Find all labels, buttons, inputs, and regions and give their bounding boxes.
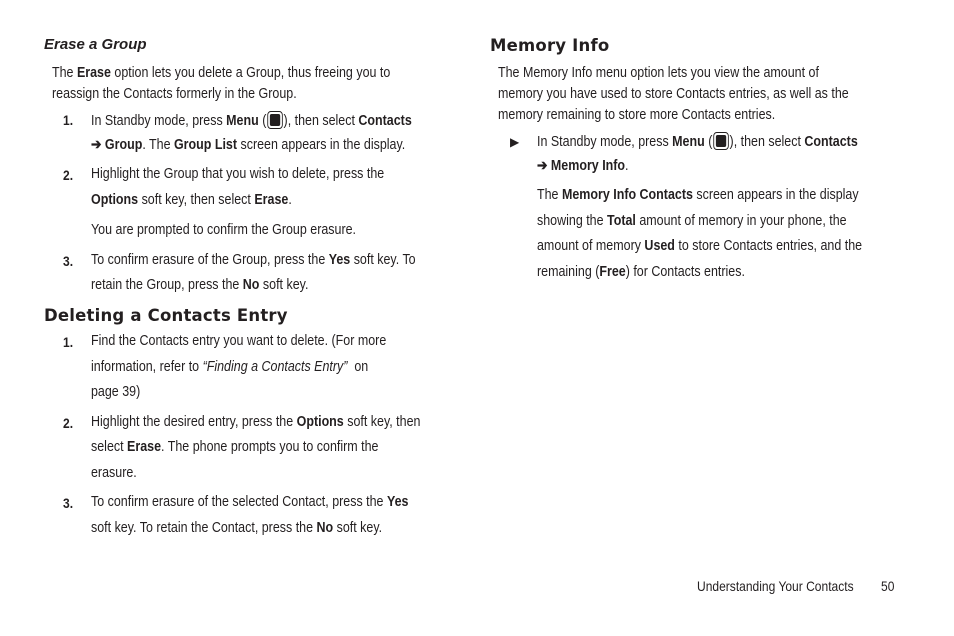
erase-group-heading: Erase a Group: [44, 36, 147, 53]
step-number: 2.: [63, 415, 74, 431]
erase-group-step-2-line-1: Highlight the Group that you wish to delete, press the: [91, 166, 385, 182]
cross-reference-link[interactable]: “Finding a Contacts Entry”: [202, 359, 348, 375]
memory-info-bullet-line-1: In Standby mode, press Menu ( ), then select Contacts: [537, 134, 858, 150]
memory-info-result-line-2: showing the Total amount of memory in your phone, the: [537, 213, 847, 229]
erase-group-step-3-line-2: retain the Group, press the No soft key.: [91, 277, 309, 293]
erase-group-step-3-line-1: To confirm erasure of the Group, press the Yes soft key. To: [91, 252, 416, 268]
step-number: 1.: [63, 334, 74, 350]
memory-info-result-line-4: remaining (Free) for Contacts entries.: [537, 264, 745, 280]
memory-info-result-line-1: The Memory Info Contacts screen appears in the display: [537, 187, 859, 203]
step-number: 3.: [63, 253, 74, 269]
triangle-bullet-icon: ▶: [510, 135, 520, 149]
footer-section-title: Understanding Your Contacts: [697, 578, 854, 594]
memory-info-bullet-line-2: ➔ Memory Info.: [537, 158, 629, 174]
deleting-step-1-line-1: Find the Contacts entry you want to delete. (For more: [91, 333, 387, 349]
step-number: 2.: [63, 167, 74, 183]
menu-ok-key-icon: [713, 132, 728, 150]
step-number: 1.: [63, 112, 74, 128]
memory-info-result-line-3: amount of memory Used to store Contacts entries, and the: [537, 238, 863, 254]
memory-info-intro-line-3: memory remaining to store more Contacts entries.: [498, 107, 776, 123]
memory-info-intro-line-2: memory you have used to store Contacts entries, as well as the: [498, 86, 849, 102]
erase-term: Erase: [76, 65, 111, 81]
deleting-step-1-line-2: information, refer to “Finding a Contacts Entry” on: [91, 359, 369, 375]
deleting-step-2-line-3: erasure.: [91, 465, 137, 481]
step-number: 3.: [63, 495, 74, 511]
erase-group-intro-line-2: reassign the Contacts formerly in the Group.: [52, 86, 297, 102]
deleting-step-2-line-2: select Erase. The phone prompts you to confirm the: [91, 439, 379, 455]
erase-group-step-1-line-2: ➔ Group. The Group List screen appears in the display.: [91, 137, 406, 153]
deleting-step-3-line-1: To confirm erasure of the selected Contact, press the Yes: [91, 494, 409, 510]
memory-info-intro-line-1: The Memory Info menu option lets you view the amount of: [498, 65, 819, 81]
erase-group-intro-line-1: The Erase option lets you delete a Group, thus freeing you to: [52, 65, 391, 81]
deleting-entry-heading: Deleting a Contacts Entry: [44, 306, 288, 325]
memory-info-heading: Memory Info: [490, 36, 610, 55]
menu-ok-key-icon: [267, 111, 282, 129]
footer-page-number: 50: [881, 578, 895, 594]
erase-group-step-2-line-2: Options soft key, then select Erase.: [91, 192, 292, 208]
erase-group-step-2-note: You are prompted to confirm the Group erasure.: [91, 222, 357, 238]
deleting-step-3-line-2: soft key. To retain the Contact, press the No soft key.: [91, 520, 383, 536]
erase-group-step-1-line-1: In Standby mode, press Menu ( ), then select Contacts: [91, 113, 412, 129]
deleting-step-1-line-3: page 39): [91, 384, 141, 400]
deleting-step-2-line-1: Highlight the desired entry, press the Options soft key, then: [91, 414, 421, 430]
